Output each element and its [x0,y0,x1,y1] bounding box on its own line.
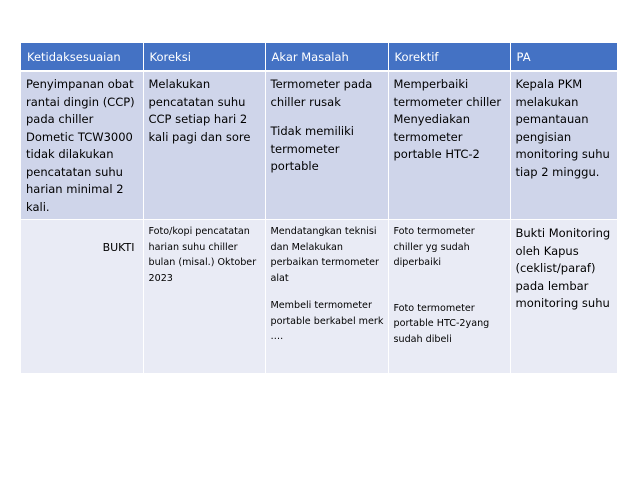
bukti-korektif-text-1: Foto termometer chiller yg sudah diperbaiki [393,226,478,268]
cell-korektif [388,71,510,220]
akar-masalah-text-1: Termometer pada chiller rusak [270,77,377,109]
cell-ketidaksesuaian [21,71,143,220]
bukti-akar-masalah-text-2: Membeli termometer portable berkabel merk …. [270,300,387,342]
cell-akar-masalah [265,71,388,220]
header-koreksi: Koreksi [143,43,265,71]
akar-masalah-text-2: Tidak memiliki termometer portable [270,124,358,173]
header-korektif: Korektif [388,43,510,71]
cell-bukti-korektif [388,220,510,374]
bukti-koreksi-text: Foto/kopi pencatatan harian suhu chiller bulan (misal.) Oktober 2023 [148,226,260,284]
korektif-text-2: Menyediakan termometer portable HTC-2 [393,112,480,161]
cell-koreksi [143,71,265,220]
pa-text: Kepala PKM melakukan pemantauan pengisian monitoring suhu tiap 2 minggu. [515,77,614,179]
header-ketidaksesuaian: Ketidaksesuaian [21,43,143,71]
bukti-akar-masalah-text-1: Mendatangkan teknisi dan Melakukan perbaikan termometer alat [270,226,383,284]
cell-bukti-koreksi [143,220,265,374]
korektif-text-1: Memperbaiki termometer chiller [393,77,502,109]
table-row-bukti [21,220,617,374]
header-akar-masalah: Akar Masalah [265,43,388,71]
bukti-label: BUKTI [102,241,135,254]
bukti-pa-text: Bukti Monitoring oleh Kapus (ceklist/paraf) pada lembar monitoring suhu [515,226,614,310]
bukti-korektif-text-2: Foto termometer portable HTC-2yang sudah dibeli [393,302,493,345]
cell-pa [510,71,617,220]
header-row [21,43,617,71]
cell-bukti-pa [510,220,617,374]
koreksi-text: Melakukan pencatatan suhu CCP setiap hari 2 kali pagi dan sore [148,77,251,144]
header-pa: PA [510,43,617,71]
cell-bukti-label [21,220,143,374]
ketidaksesuaian-text: Penyimpanan obat rantai dingin (CCP) pada chiller Dometic TCW3000 tidak dilakukan pencatatan suhu harian minimal 2 kali. [26,77,139,214]
cell-bukti-akar-masalah [265,220,388,374]
capa-table [21,43,617,374]
table-row-main [21,71,617,220]
